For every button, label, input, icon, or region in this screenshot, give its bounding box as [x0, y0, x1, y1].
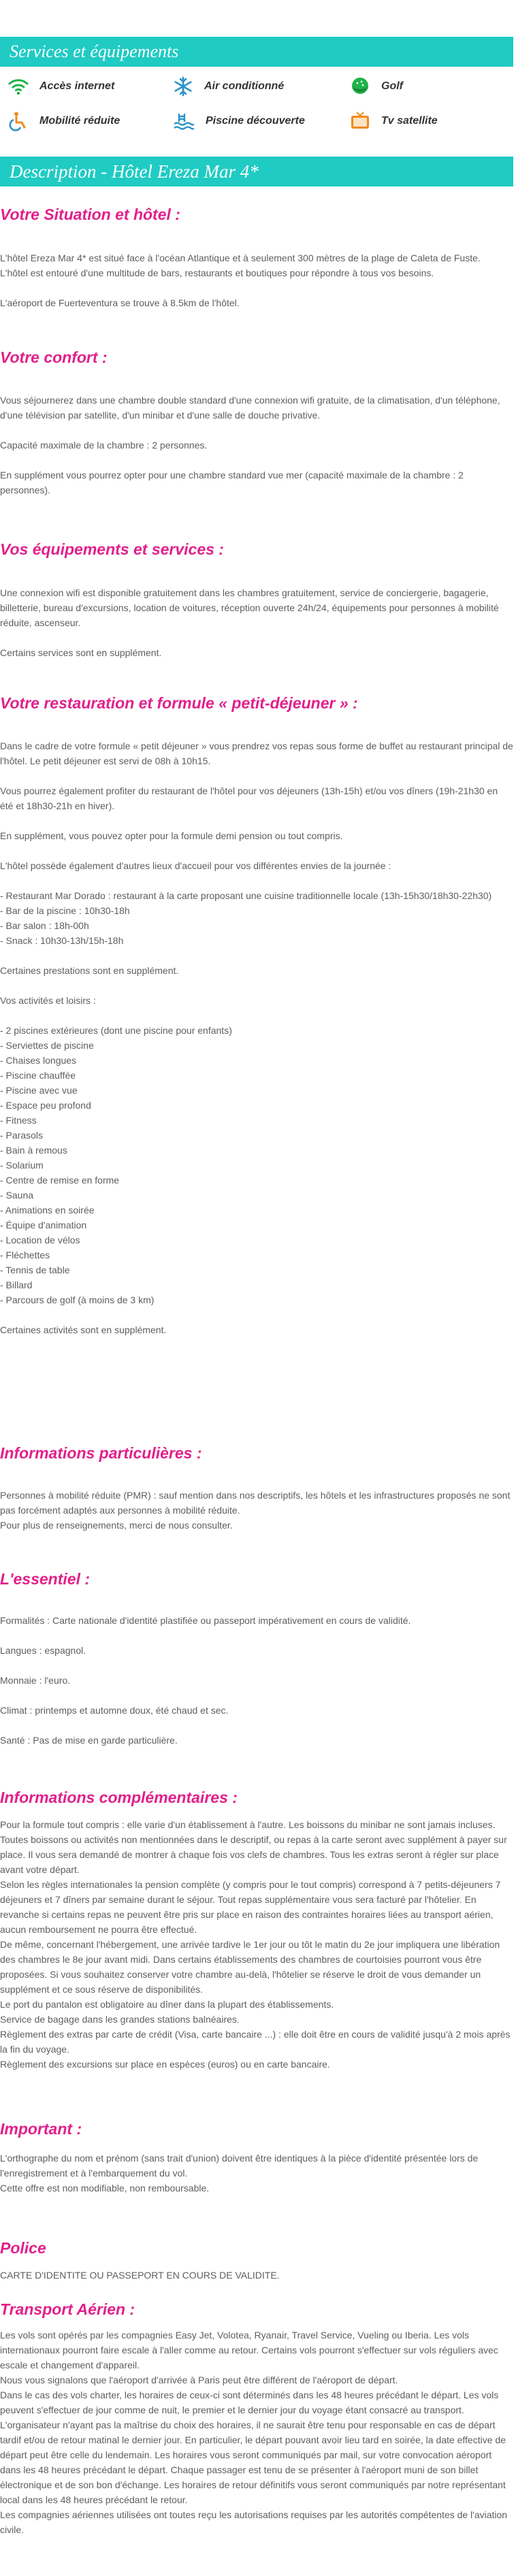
amenity-internet — [8, 76, 173, 97]
tv-icon — [350, 111, 370, 131]
confort-text: Vous séjournerez dans une chambre double standard d'une connexion wifi gratuite, de la climatisation, d'un téléphone, d'une télévision par satellite, d'un minibar et d'une salle de douche privative. Capacité maximale de la chambre : 2 personnes. En supplément vous pourrez opter pour une chambre standard vue mer (capacité maximale de la chambre : 2 personnes). — [0, 395, 500, 495]
amenity-golf — [350, 76, 486, 97]
transport-text: Les vols sont opérés par les compagnies Easy Jet, Volotea, Ryanair, Travel Service, Vueling ou Iberia. Les vols internationaux pourront faire escale à l'aller comme au retour. Certains vols pourront s'effectuer sur vols réguliers avec escale et changement d'appareil. Nous vous signalons que l'aéroport d'arrivée à Paris peut être différent de l'aéroport de départ. Dans le cas des vols charter, les horaires de ceux-ci sont déterminés dans les 48 heures précédant le départ. Les vols peuvent s'effectuer de jour comme de nuit, le premier et le dernier jour du voyage étant consacré au transport. L'organisateur n'ayant pas la maîtrise du choix des horaires, il ne saurait être tenu pour responsable en cas de départ tardif et/ou de retour matinal le dernier jour. En particulier, le départ pouvant avoir lieu tard en soirée, la date effective de départ peut être celle du lendemain. Les horaires vous seront communiqués par mail, sur votre convocation aéroport dans les 48 heures précédant le départ. Chaque passager est tenu de se présenter à l'aéroport muni de son billet électronique et de son bon d'échange. Les horaires de retour définitifs vous seront communiqués par notre représentant local dans les 48 heures précédant le retour. Les compagnies aériennes utilisées ont toutes reçu les autorisations requises par les autorités compétentes de l'aviation civile. — [0, 2330, 508, 2535]
restauration-text: Dans le cadre de votre formule « petit déjeuner » vous prendrez vos repas sous forme de buffet au restaurant principal de l'hôtel. Le petit déjeuner est servi de 08h à 10h15. Vous pourrez également profiter du restaurant de l'hôtel pour vos déjeuners (13h-15h) et/ou vos dîners (19h-21h30 en été et 18h30-21h en hiver). En supplément, vous pouvez opter pour la formule demi pension ou tout compris. L'hôtel possède également d'autres lieux d'accueil pour vos différentes envies de la journée : - Restaurant Mar Dorado : restaurant à la carte proposant une cuisine traditionnelle locale (13h-15h30/18h30-22h30) - Bar de la piscine : 10h30-18h - Bar salon : 18h-00h - Snack : 10h30-13h/15h-18h Certaines prestations sont en supplément. Vos activités et loisirs : - 2 piscines extérieures (dont une piscine pour enfants) - Serviettes de piscine - Chaises longues - Piscine chauffée - Piscine avec vue - Espace peu profond - Fitness - Parasols - Bain à remous - Solarium - Centre de remise en forme - Sauna - Animations en soirée - Équipe d'animation - Location de vélos - Fléchettes - Tennis de table - Billard - Parcours de golf (à moins de 3 km) Certaines activités sont en supplément. — [0, 740, 513, 1335]
description-title: Description - Hôtel Ereza Mar 4* — [10, 161, 259, 182]
amenity-pmr — [8, 111, 173, 131]
amenity-ac — [173, 76, 350, 97]
amenity-label: Accès internet — [39, 80, 115, 92]
transport-heading: Transport Aérien : — [0, 2300, 135, 2318]
pool-icon — [173, 111, 195, 131]
essentiel-text: Formalités : Carte nationale d'identité plastifiée ou passeport impérativement en cours de validité. Langues : espagnol. Monnaie : l'euro. Climat : printemps et automne doux, été chaud et sec. Santé : Pas de mise en garde particulière. — [0, 1615, 411, 1746]
amenity-label: Air conditionné — [204, 80, 285, 92]
amenities-list — [0, 76, 513, 136]
complementaires-heading: Informations complémentaires : — [0, 1789, 238, 1806]
particulieres-text: Personnes à mobilité réduite (PMR) : sauf mention dans nos descriptifs, les hôtels et les infrastructures proposés ne sont pas forcément adaptés aux personnes à mobilité réduite. Pour plus de renseignements, merci de nous consulter. — [0, 1490, 511, 1531]
equipements-text: Une connexion wifi est disponible gratuitement dans les chambres gratuitement, service de conciergerie, bagagerie, billetterie, bureau d'excursions, location de voitures, réception ouverte 24h/24, équipements pour personnes à mobilité réduite, ascenseur. Certains services sont en supplément. — [0, 587, 499, 658]
amenity-pool — [173, 111, 350, 131]
police-heading: Police — [0, 2239, 46, 2257]
equipements-heading: Vos équipements et services : — [0, 540, 224, 558]
restauration-heading: Votre restauration et formule « petit-déjeuner » : — [0, 694, 358, 712]
wifi-icon — [8, 78, 29, 95]
golf-icon — [350, 76, 370, 97]
essentiel-heading: L'essentiel : — [0, 1570, 91, 1588]
wheelchair-icon — [8, 111, 29, 131]
amenity-label: Golf — [381, 80, 403, 92]
particulieres-heading: Informations particulières : — [0, 1444, 202, 1462]
services-title: Services et équipements — [10, 42, 179, 61]
amenity-tv — [350, 111, 486, 131]
amenity-label: Piscine découverte — [206, 115, 305, 127]
amenity-label: Tv satellite — [381, 115, 438, 127]
amenity-label: Mobilité réduite — [39, 115, 120, 127]
police-text: CARTE D'IDENTITE OU PASSEPORT EN COURS DE VALIDITE. — [0, 2270, 280, 2281]
important-text: L'orthographe du nom et prénom (sans trait d'union) doivent être identiques à la pièce d'identité présentée lors de l'enregistrement et à l'embarquement du vol. Cette offre est non modifiable, non remboursable. — [0, 2153, 479, 2194]
complementaires-text: Pour la formule tout compris : elle varie d'un établissement à l'autre. Les boissons du minibar ne sont jamais incluses. Toutes boissons ou activités non mentionnées dans le descriptif, ou repas à la carte seront avec supplément à payer sur place. Il vous sera demandé de montrer à chaque fois vos clefs de chambres. Tous les extras seront à régler sur place avant votre départ. Selon les règles internationales la pension complète (y compris pour le tout compris) correspond à 7 petits-déjeuners 7 déjeuners et 7 dîners par semaine durant le séjour. Tout repas supplémentaire vous sera facturé par l'hôtelier. En revanche si certains repas ne peuvent être pris sur place en raison des contraintes horaires liées au transport aérien, aucun remboursement ne pourra être effectué. De même, concernant l'hébergement, une arrivée tardive le 1er jour ou tôt le matin du 2e jour impliquera une libération des chambres le 8e jour avant midi. Dans certains établissements des chambres de courtoisies pourront vous être proposées. Si vous souhaitez conserver votre chambre au-delà, l'hôtelier se réserve le droit de vous demander un supplément et ce sous réserve de disponibilités. Le port du pantalon est obligatoire au dîner dans la plupart des établissements. Service de bagage dans les grandes stations balnéaires. Règlement des extras par carte de crédit (Visa, carte bancaire ...) : elle doit être en cours de validité jusqu'à 2 mois après la fin du voyage. Règlement des excursions sur place en espèces (euros) ou en carte bancaire. — [0, 1819, 511, 2070]
situation-heading: Votre Situation et hôtel : — [0, 206, 180, 223]
confort-heading: Votre confort : — [0, 348, 108, 366]
important-heading: Important : — [0, 2120, 82, 2138]
description-band — [0, 157, 513, 186]
snowflake-icon — [173, 76, 193, 97]
situation-text: L'hôtel Ereza Mar 4* est situé face à l'océan Atlantique et à seulement 300 mètres de la plage de Caleta de Fuste. L'hôtel est entouré d'une multitude de bars, restaurants et boutiques pour répondre à tous vos besoins. L'aéroport de Fuerteventura se trouve à 8.5km de l'hôtel. — [0, 252, 481, 308]
services-band — [0, 37, 513, 67]
